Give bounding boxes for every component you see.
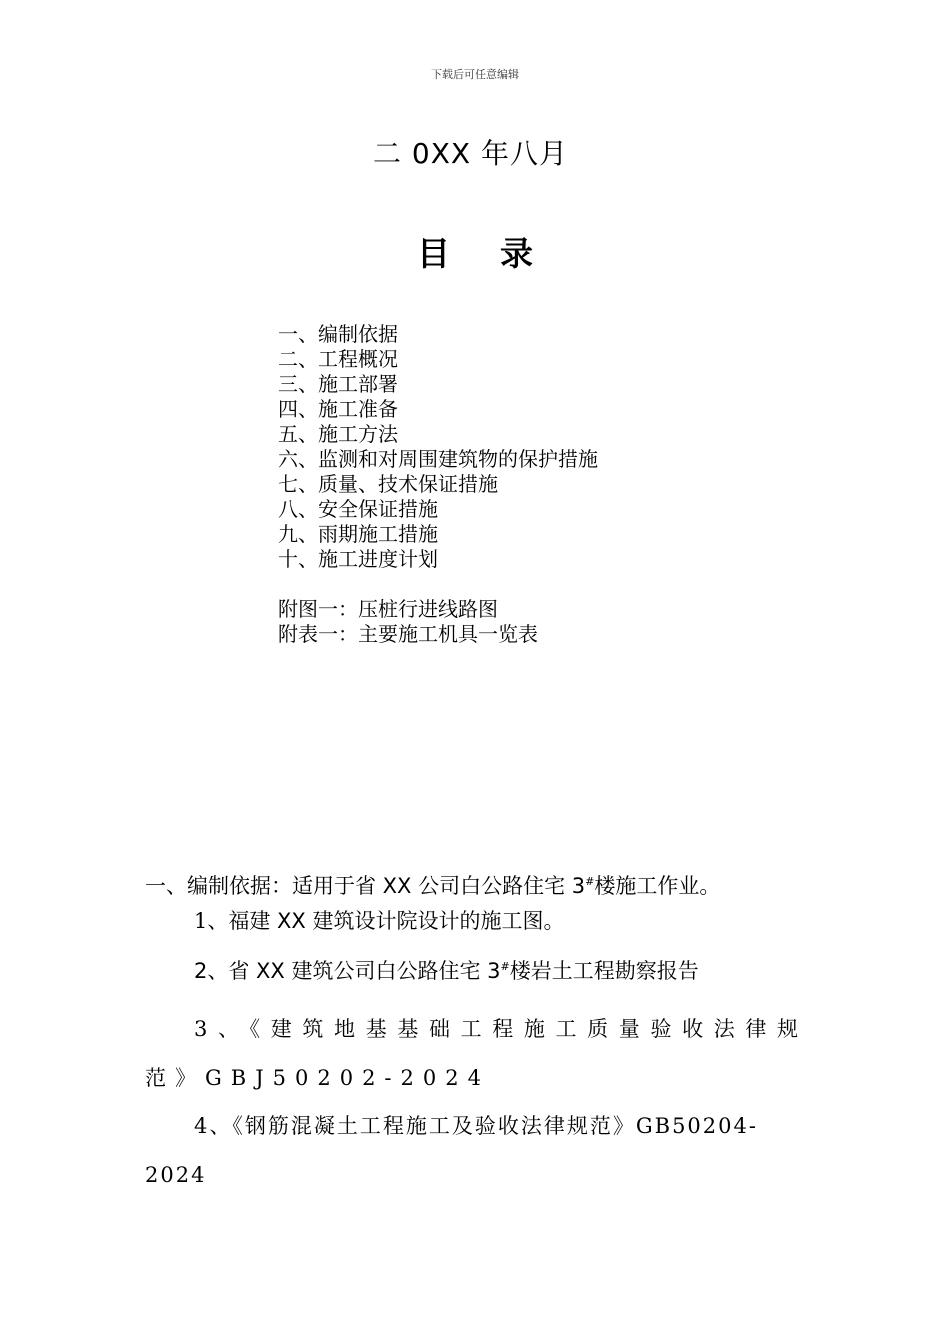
basis-item-2-lead: 2、省 XX 建筑公司白公路住宅 3 [194,959,501,983]
toc-item: 八、安全保证措施 [278,497,438,521]
basis-item-1-org: 福建 XX 建筑设计院 [228,909,418,933]
section-1-heading [145,870,807,900]
toc-title: 目录 [417,234,583,273]
header-note: 下载后可任意编辑 [431,68,519,81]
basis-item-1-rest: 设计的施工图。 [417,909,565,933]
section-1-heading-sup: # [585,875,595,888]
toc-item: 七、质量、技术保证措施 [278,472,498,496]
toc-item: 五、施工方法 [278,422,398,446]
toc-item: 二、工程概况 [278,347,398,371]
toc-list [278,322,598,572]
basis-item-4: 4、《钢筋混凝土工程施工及验收法律规范》GB50204-2024 [145,1114,758,1187]
section-1-heading-project: 省 XX 公司白公路住宅 3 [355,874,586,898]
basis-item-1-number: 1、 [194,909,229,933]
basis-item-2-sup: # [500,960,510,973]
toc-appendix-item: 附表一：主要施工机具一览表 [278,622,538,646]
toc-item: 一、编制依据 [278,322,398,346]
toc-item: 九、雨期施工措施 [278,522,438,546]
basis-item-2 [194,955,794,985]
toc-item: 三、施工部署 [278,372,398,396]
toc-item: 六、监测和对周围建筑物的保护措施 [278,447,598,471]
document-date: 二 0XX 年八月 [373,137,568,170]
section-1-heading-prefix: 一、编制依据：适用于 [145,874,355,898]
toc-item: 四、施工准备 [278,397,398,421]
basis-item-2-building: 楼 [509,959,531,983]
basis-item-3: 3、《建筑地基基础工程施工质量验收法律规范》GBJ50202-2024 [145,1017,807,1090]
toc-appendix-item: 附图一：压桩行进线路图 [278,597,498,621]
basis-item-1 [194,905,794,935]
basis-item-2-rest: 岩土工程勘察报告 [530,959,699,983]
toc-item: 十、施工进度计划 [278,547,438,571]
section-1-heading-building: 楼 [594,874,616,898]
toc-appendix-list [278,597,538,647]
section-1-heading-suffix: 施工作业。 [615,874,721,898]
